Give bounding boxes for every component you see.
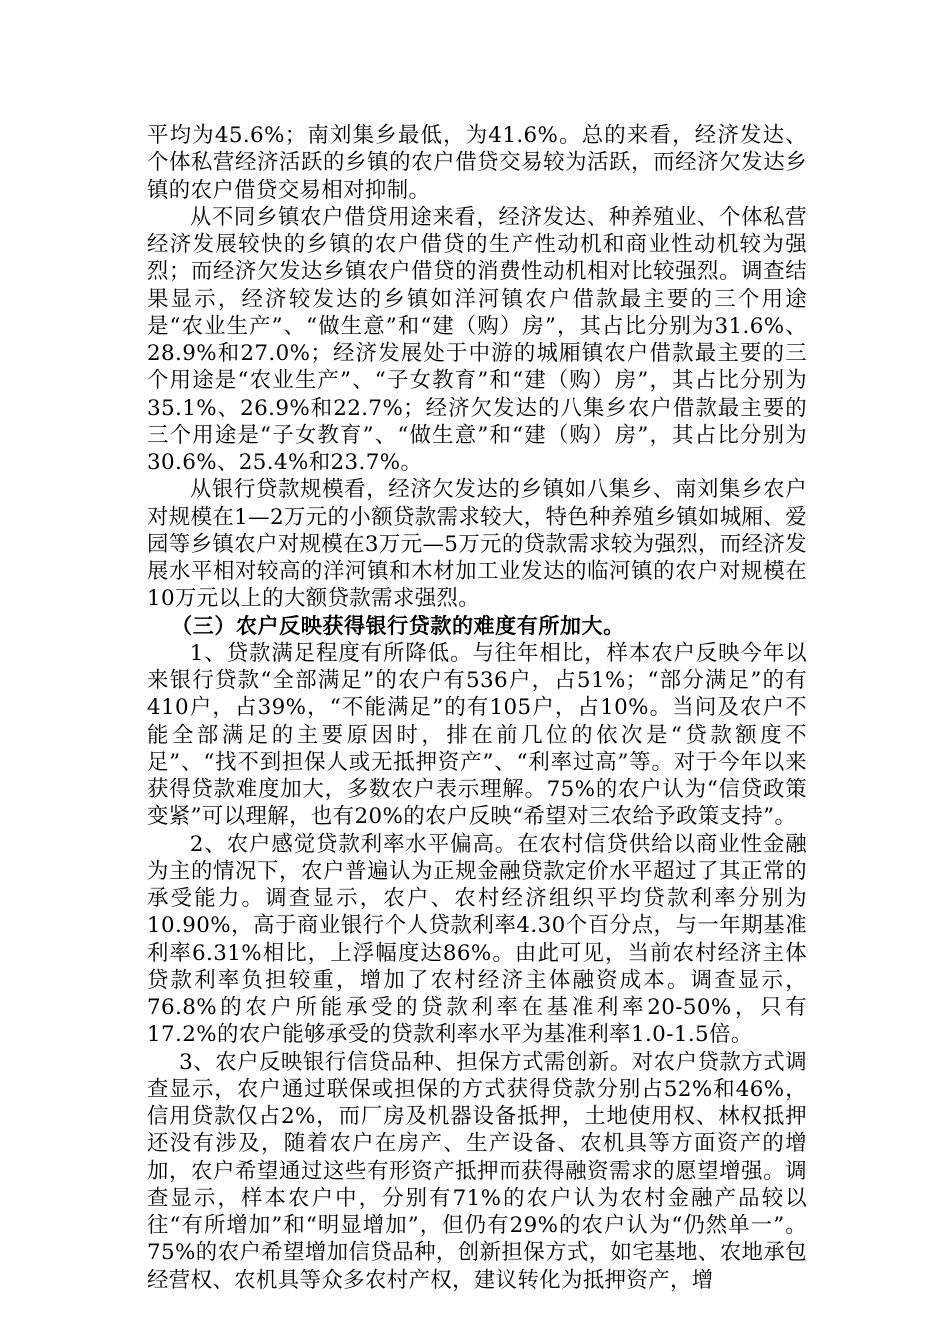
paragraph-credit-products: 3、农户反映银行信贷品种、担保方式需创新。对农户贷款方式调查显示，农户通过联保或担保的方式获得贷款分别占52%和46%，信用贷款仅占2%，而厂房及机器设备抵押，土地使用权、林权抵押还没有涉及，随着农户在房产、生产设备、农机具等方面资产的增加，农户希望通过这些有形资产抵押而获得融资需求的愿望增强。调查显示，样本农户中，分别有71%的农户认为农村金融产品较以往“有所增加”和“明显增加”，但仍有29%的农户认为“仍然单一”。75%的农户希望增加信贷品种，创新担保方式，如宅基地、农地承包经营权、农机具等众多农村产权，建议转化为抵押资产，增 bbox=[147, 1049, 807, 1293]
paragraph-loan-purpose: 从不同乡镇农户借贷用途来看，经济发达、种养殖业、个体私营经济发展较快的乡镇的农户借贷的生产性动机和商业性动机较为强烈；而经济欠发达乡镇农户借贷的消费性动机相对比较强烈。调查结果显示，经济较发达的乡镇如洋河镇农户借款最主要的三个用途是“农业生产”、“做生意”和“建（购）房”，其占比分别为31.6%、28.9%和27.0%；经济发展处于中游的城厢镇农户借款最主要的三个用途是“农业生产”、“子女教育”和“建（购）房”，其占比分别为35.1%、26.9%和22.7%；经济欠发达的八集乡农户借款最主要的三个用途是“子女教育”、“做生意”和“建（购）房”，其占比分别为30.6%、25.4%和23.7%。 bbox=[147, 204, 807, 475]
paragraph-continuation: 平均为45.6%；南刘集乡最低，为41.6%。总的来看，经济发达、个体私营经济活跃的乡镇的农户借贷交易较为活跃，而经济欠发达乡镇的农户借贷交易相对抑制。 bbox=[147, 123, 807, 203]
paragraph-loan-scale: 从银行贷款规模看，经济欠发达的乡镇如八集乡、南刘集乡农户对规模在1—2万元的小额贷款需求较大，特色种养殖乡镇如城厢、爱园等乡镇农户对规模在3万元—5万元的贷款需求较为强烈，而经济发展水平相对较高的洋河镇和木材加工业发达的临河镇的农户对规模在10万元以上的大额贷款需求强烈。 bbox=[147, 477, 807, 612]
paragraph-loan-satisfaction: 1、贷款满足程度有所降低。与往年相比，样本农户反映今年以来银行贷款“全部满足”的农户有536户，占51%；“部分满足”的有410户，占39%，“不能满足”的有105户，占10%。当问及农户不能全部满足的主要原因时，排在前几位的依次是“贷款额度不足”、“找不到担保人或无抵押资产”、“利率过高”等。对于今年以来获得贷款难度加大，多数农户表示理解。75%的农户认为“信贷政策变紧”可以理解，也有20%的农户反映“希望对三农给予政策支持”。 bbox=[147, 640, 807, 830]
paragraph-interest-rate: 2、农户感觉贷款利率水平偏高。在农村信贷供给以商业性金融为主的情况下，农户普遍认为正规金融贷款定价水平超过了其正常的承受能力。调查显示，农户、农村经济组织平均贷款利率分别为10.90%，高于商业银行个人贷款利率4.30个百分点，与一年期基准利率6.31%相比，上浮幅度达86%。由此可见，当前农村经济主体贷款利率负担较重，增加了农村经济主体融资成本。调查显示，76.8%的农户所能承受的贷款利率在基准利率20-50%，只有17.2%的农户能够承受的贷款利率水平为基准利率1.0-1.5倍。 bbox=[147, 831, 807, 1048]
section-heading-three: （三）农户反映获得银行贷款的难度有所加大。 bbox=[171, 613, 625, 638]
document-page bbox=[147, 122, 807, 1294]
